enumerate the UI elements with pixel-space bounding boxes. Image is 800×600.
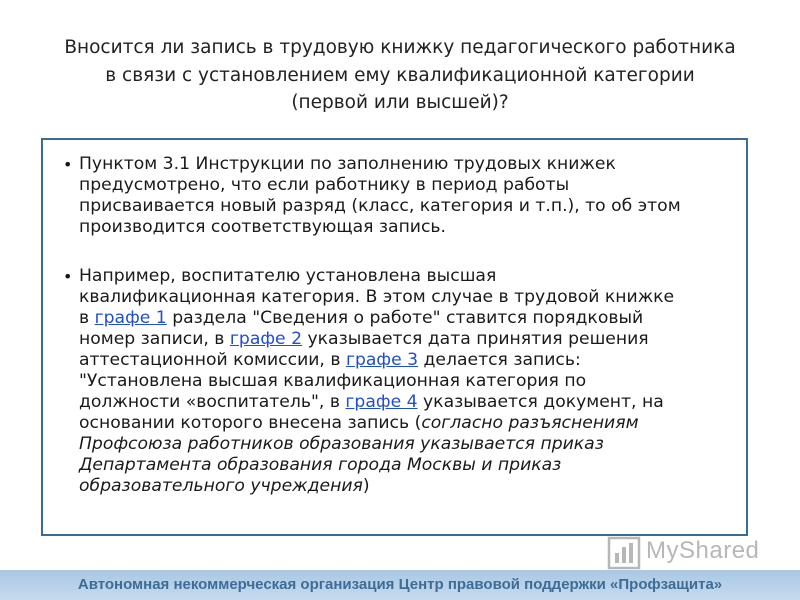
text-line: присваивается новый разряд (класс, категория и т.п.), то об этом	[79, 196, 681, 216]
text-line: "Установлена высшая квалификационная категория по	[79, 371, 587, 391]
link-grafa-3[interactable]: графе 3	[345, 350, 419, 370]
italic-fragment: образовательного учреждения	[79, 476, 363, 496]
bullet-dot-icon: •	[63, 267, 73, 286]
text-fragment: должности «воспитатель", в	[79, 392, 346, 412]
link-grafa-1[interactable]: графе 1	[94, 308, 167, 328]
text-fragment: аттестационной комиссии, в	[79, 350, 346, 370]
text-fragment: указывается документ, на	[417, 392, 664, 412]
text-fragment: основании которого внесена запись (	[79, 413, 422, 433]
text-line	[79, 413, 737, 434]
footer-bar	[0, 570, 800, 600]
text-line	[79, 329, 737, 350]
text-line	[79, 308, 737, 329]
text-line: квалификационная категория. В этом случае в трудовой книжке	[79, 287, 675, 307]
text-fragment: )	[362, 476, 370, 496]
bullet-item-2	[57, 266, 737, 497]
link-grafa-2[interactable]: графе 2	[229, 329, 303, 349]
text-line-italic: Департамента образования города Москвы и приказ	[79, 455, 562, 475]
watermark-text: MyShared	[646, 537, 760, 564]
link-grafa-4[interactable]: графе 4	[345, 392, 418, 412]
bullet-dot-icon: •	[63, 155, 73, 174]
text-line: предусмотрено, что если работнику в период работы	[79, 175, 570, 195]
italic-fragment: согласно разъяснениям	[421, 413, 639, 433]
text-fragment: указывается дата принятия решения	[302, 329, 649, 349]
text-line	[79, 350, 737, 371]
text-fragment: делается запись:	[418, 350, 581, 370]
text-line: Например, воспитателю установлена высшая	[79, 266, 497, 286]
bullet-text-2	[79, 266, 737, 497]
text-fragment: раздела "Сведения о работе" ставится порядковый	[166, 308, 644, 328]
text-line	[79, 476, 737, 497]
text-line: производится соответствующая запись.	[79, 217, 447, 237]
myshared-watermark	[606, 535, 766, 575]
footer-text: Автономная некоммерческая организация Центр правовой поддержки «Профзащита»	[77, 576, 723, 593]
text-fragment: в	[79, 308, 95, 328]
title-line-3: (первой или высшей)?	[291, 92, 509, 113]
title-line-1: Вносится ли запись в трудовую книжку педагогического работника	[64, 37, 736, 58]
text-line-italic: Профсоюза работников образования указывается приказ	[79, 434, 604, 454]
slide-title	[60, 34, 740, 117]
text-fragment: номер записи, в	[79, 329, 230, 349]
text-line	[79, 392, 737, 413]
text-line: Пунктом 3.1 Инструкции по заполнению трудовых книжек	[79, 154, 616, 174]
bullet-text-1	[79, 154, 737, 238]
bullet-item-1	[57, 154, 737, 238]
title-line-2: в связи с установлением ему квалификационной категории	[105, 64, 695, 86]
content-box	[41, 138, 748, 536]
bar-chart-logo-icon	[606, 535, 642, 571]
